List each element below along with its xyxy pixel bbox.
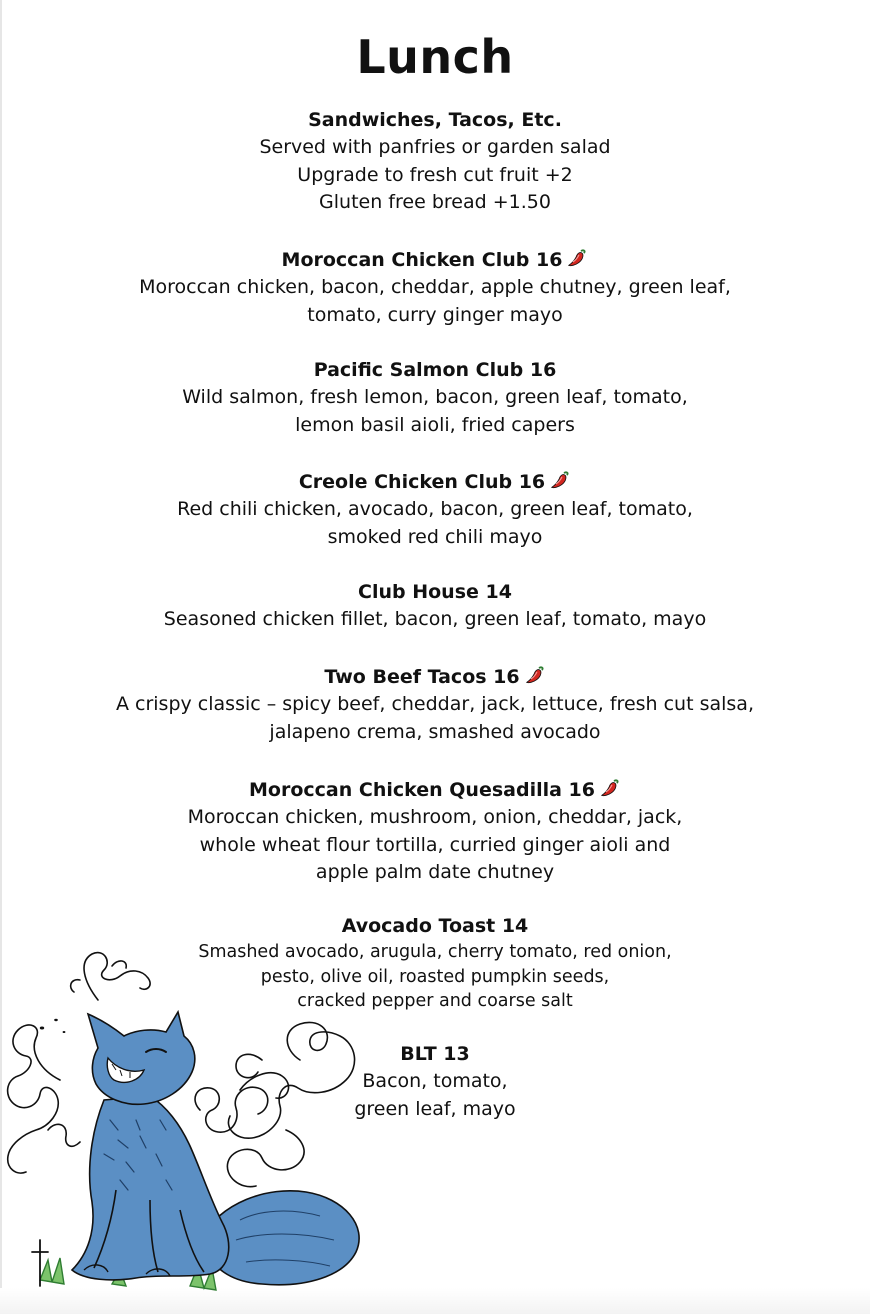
item-description: lemon basil aioli, fried capers [295, 413, 575, 436]
droplet-marks [40, 1019, 66, 1033]
menu-item [0, 578, 870, 634]
item-name: Two Beef Tacos 16 [324, 666, 520, 688]
item-description: cracked pepper and coarse salt [297, 991, 573, 1011]
intro-heading: Sandwiches, Tacos, Etc. [308, 109, 562, 131]
item-name-line [0, 246, 870, 274]
item-description: tomato, curry ginger mayo [307, 303, 563, 326]
fox-head [88, 1012, 195, 1104]
item-name-line [0, 663, 870, 691]
item-description: Red chili chicken, avocado, bacon, green leaf, tomato, [177, 498, 693, 520]
menu-item [0, 776, 870, 887]
chili-pepper-icon [524, 664, 546, 686]
fox-body [72, 1096, 229, 1280]
intro-line: Gluten free bread +1.50 [319, 191, 551, 213]
item-name: BLT 13 [400, 1043, 470, 1065]
fox-illustration [0, 940, 400, 1314]
item-name: Moroccan Chicken Club 16 [281, 249, 563, 271]
item-description: green leaf, mayo [354, 1097, 516, 1120]
item-description: Smashed avocado, arugula, cherry tomato, red onion, [198, 942, 672, 962]
item-description: pesto, olive oil, roasted pumpkin seeds, [260, 966, 610, 987]
item-name: Avocado Toast 14 [341, 915, 529, 937]
item-name: Pacific Salmon Club 16 [313, 359, 557, 381]
item-name: Creole Chicken Club 16 [298, 471, 546, 493]
item-description: Seasoned chicken fillet, bacon, green leaf, tomato, mayo [163, 608, 707, 630]
item-description: Bacon, tomato, [362, 1070, 508, 1092]
chili-pepper-icon [599, 777, 621, 799]
item-description: Moroccan chicken, bacon, cheddar, apple chutney, green leaf, [139, 276, 731, 298]
item-description: A crispy classic – spicy beef, cheddar, jack, lettuce, fresh cut salsa, [115, 693, 754, 715]
chili-pepper-icon [566, 247, 588, 269]
intro-section [0, 106, 870, 217]
item-description: Wild salmon, fresh lemon, bacon, green leaf, tomato, [182, 386, 688, 408]
item-name: Moroccan Chicken Quesadilla 16 [249, 779, 595, 801]
item-name-line [0, 776, 870, 804]
chili-pepper-icon [549, 469, 571, 491]
intro-line: Upgrade to fresh cut fruit +2 [297, 163, 573, 186]
item-name: Club House 14 [358, 581, 512, 603]
item-description: smoked red chili mayo [327, 525, 543, 548]
intro-line: Served with panfries or garden salad [259, 136, 611, 158]
item-description: whole wheat flour tortilla, curried ginger aioli and [199, 833, 671, 856]
menu-item [0, 356, 870, 439]
item-description: jalapeno crema, smashed avocado [269, 720, 601, 743]
menu-item [0, 246, 870, 329]
item-description: Moroccan chicken, mushroom, onion, cheddar, jack, [187, 806, 683, 828]
menu-item [0, 468, 870, 551]
item-description: apple palm date chutney [315, 861, 555, 883]
page-title: Lunch [356, 30, 514, 84]
item-name-line [0, 468, 870, 496]
menu-item [0, 663, 870, 746]
